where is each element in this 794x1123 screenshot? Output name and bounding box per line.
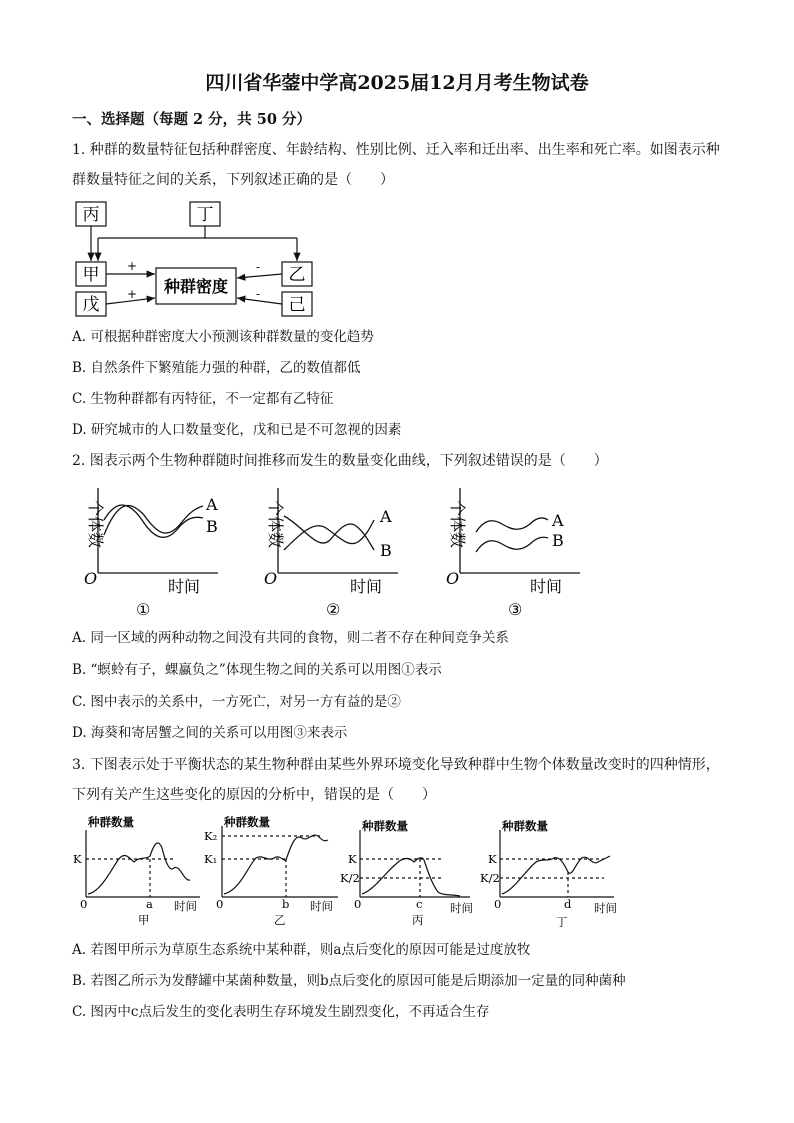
q2-g3-b: B [552,531,564,550]
label-ding: 丁 [196,205,214,225]
q3-g2-ylabel: 种群数量 [224,815,270,829]
q2-g2-a: A [380,507,392,526]
q3-g3-khalf: K/2 [340,871,360,885]
label-bing: 丙 [82,205,100,225]
q1-option-a: A. 可根据种群密度大小预测该种群数量的变化趋势 [72,329,374,345]
q3-option-b: B. 若图乙所示为发酵罐中某菌种数量，则b点后变化的原因可能是后期添加一定量的同种菌种 [72,973,626,989]
q2-stem: 2. 图表示两个生物种群随时间推移而发生的数量变化曲线，下列叙述错误的是（ ） [72,453,608,469]
q3-graphs [70,812,630,932]
q2-option-c: C. 图中表示的关系中，一方死亡，对另一方有益的是② [72,694,401,710]
q2-g1-a: A [206,495,218,514]
q3-g3-caption: 丙 [412,913,424,927]
label-ji: 己 [288,295,306,315]
sign-plus-wu: + [126,287,138,301]
q3-g3-origin: 0 [354,897,362,911]
q3-g3-ylabel: 种群数量 [362,819,408,833]
q2-g1-b: B [206,517,218,536]
q2-g2-ylabel: 个体数 [266,500,285,549]
q1-diagram [70,198,320,322]
q3-g4-caption: 丁 [556,915,568,929]
q3-g4-khalf: K/2 [480,871,500,885]
sign-minus-yi: - [255,260,261,274]
q2-g3-origin: O [446,569,460,588]
q2-option-a: A. 同一区域的两种动物之间没有共同的食物，则二者不存在种间竞争关系 [72,630,509,646]
q3-g1-point: a [146,897,153,911]
q3-option-a: A. 若图甲所示为草原生态系统中某种群，则a点后变化的原因可能是过度放牧 [72,942,531,958]
q3-g4-point: d [564,897,572,911]
q3-g2-k1: K₁ [204,852,218,866]
label-yi: 乙 [288,265,306,285]
label-jia: 甲 [82,265,100,285]
q1-stem-line1: 1. 种群的数量特征包括种群密度、年龄结构、性别比例、迁入率和迁出率、出生率和死亡率。如图表示种 [72,142,720,158]
q1-option-d: D. 研究城市的人口数量变化，戊和已是不可忽视的因素 [72,422,402,438]
q3-g1-caption: 甲 [138,913,150,927]
q2-g3-xlabel: 时间 [530,577,563,596]
q3-g3-k: K [348,852,357,866]
q3-g2-origin: 0 [216,897,224,911]
q2-option-d: D. 海葵和寄居蟹之间的关系可以用图③来表示 [72,725,348,741]
sign-minus-ji: - [255,287,261,301]
q3-option-c: C. 图丙中c点后发生的变化表明生存环境发生剧烈变化，不再适合生存 [72,1004,490,1020]
q3-g2-k2: K₂ [204,829,218,843]
q3-g4-ylabel: 种群数量 [502,819,548,833]
sign-plus-jia: + [126,259,138,273]
q2-g2-b: B [380,541,392,560]
page-title: 四川省华蓥中学高2025届12月月考生物试卷 [205,72,589,94]
q1-option-b: B. 自然条件下繁殖能力强的种群，乙的数值都低 [72,360,361,376]
q3-g1-k: K [73,852,82,866]
q2-g3-ylabel: 个体数 [448,500,467,549]
q2-graphs [68,480,588,620]
q3-g2-point: b [282,897,290,911]
label-center: 种群密度 [163,277,229,296]
q3-g3-xlabel: 时间 [450,901,473,915]
q3-stem-line1: 3. 下图表示处于平衡状态的某生物种群由某些外界环境变化导致种群中生物个体数量改变时的四种情形， [72,757,720,773]
q2-option-b: B. “螟蛉有子，蜾蠃负之”体现生物之间的关系可以用图①表示 [72,662,442,678]
q2-g1-caption: ① [136,600,151,619]
q2-g1-ylabel: 个体数 [86,500,105,549]
q2-g3-a: A [552,511,564,530]
q3-g1-origin: 0 [80,897,88,911]
q3-g2-xlabel: 时间 [310,899,333,913]
q1-option-c: C. 生物种群都有丙特征，不一定都有乙特征 [72,391,334,407]
q2-g2-origin: O [264,569,278,588]
q2-g1-origin: O [84,569,98,588]
q3-g1-xlabel: 时间 [174,899,197,913]
label-wu: 戊 [82,295,100,315]
q1-stem-line2: 群数量特征之间的关系，下列叙述正确的是（ ） [72,172,394,188]
q3-stem-line2: 下列有关产生这些变化的原因的分析中，错误的是（ ） [72,787,436,803]
q2-g1-xlabel: 时间 [168,577,201,596]
q3-g1-ylabel: 种群数量 [88,815,134,829]
q3-g4-origin: 0 [494,897,502,911]
q3-g3-point: c [416,897,423,911]
q3-g4-xlabel: 时间 [594,901,617,915]
section-heading: 一、选择题（每题 2 分，共 50 分） [72,111,311,128]
q2-g2-caption: ② [326,600,341,619]
q3-g2-caption: 乙 [274,913,286,927]
q2-g3-caption: ③ [508,600,523,619]
q2-g2-xlabel: 时间 [350,577,383,596]
q3-g4-k: K [488,852,497,866]
